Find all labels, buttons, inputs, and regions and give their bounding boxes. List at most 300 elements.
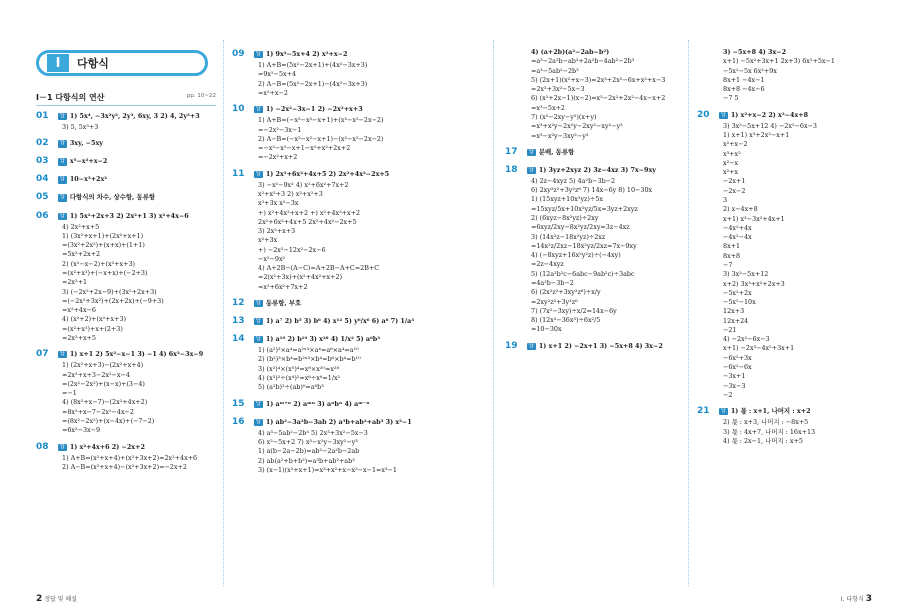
solution-line — [36, 380, 214, 389]
solution-line — [697, 187, 875, 196]
solution-line — [505, 205, 685, 214]
problem-number: 01 — [36, 111, 49, 121]
column-3 — [505, 48, 685, 358]
solution-line — [232, 236, 428, 245]
solution-text: =14x²z/2xz−18x²yz/2xz=7x−9xy — [531, 241, 637, 250]
solution-line — [232, 355, 428, 364]
problem-number: 09 — [232, 49, 245, 59]
solution-text: −6x²−6x — [723, 363, 752, 372]
solution-text: +) x²+4x²+x+2 +) x²+4x²+x+2 — [258, 208, 361, 217]
solution-line — [697, 85, 875, 94]
solution-line — [505, 288, 685, 297]
solution-line — [505, 164, 685, 177]
solution-text: 1) 5x²+2x+3 2) 2x²+1 3) x²+4x−6 — [69, 211, 189, 220]
solution-text: 3) 3x²−5x+12 4) −2x²−6x−3 — [723, 121, 817, 130]
solution-line — [505, 233, 685, 242]
solution-text: 2) 몫 : x+3, 나머지 : −8x+5 — [723, 418, 809, 427]
solution-text: =2z−4xyz — [531, 260, 564, 269]
solution-text: 2) A−B=(5x²−2x+1)−(4x²−3x+3) — [258, 79, 368, 88]
solution-text: −2x−2 — [723, 186, 746, 195]
solution-text: 1) x+1) x³+2x²−x+1 — [723, 131, 790, 140]
solution-text: 1) A+B=(x²+x+4)+(x²+3x+2)=2x²+4x+6 — [62, 453, 198, 462]
solution-line — [232, 48, 428, 61]
solution-text: 1) x²+x−2 2) x²−4x+8 — [730, 110, 809, 119]
solution-line — [697, 344, 875, 353]
solution-text: =−2x²+x+2 — [258, 153, 298, 162]
solution-text: =x³+x²y−2x²y−2xy²−xy²−y³ — [531, 122, 623, 131]
solution-line — [697, 391, 875, 400]
solution-text: 3) (−2x²+2x−9)+(3x²+2x+3) — [62, 287, 157, 296]
solution-line — [232, 273, 428, 282]
solution-text: 4) −2x²−6x−3 — [723, 335, 770, 344]
solution-text: 4) 2x²+x+5 — [62, 222, 100, 231]
solution-line — [505, 270, 685, 279]
solution-line — [505, 76, 685, 85]
solution-text: =6xyz/2xy−8x²yz/2xy=3z−4xz — [531, 223, 630, 232]
problem-number: 11 — [232, 168, 245, 179]
solution-line — [697, 437, 875, 446]
problem-number: 12 — [232, 298, 245, 309]
problem-block — [505, 164, 685, 335]
problem-number: 13 — [232, 316, 245, 327]
solution-line — [232, 153, 428, 162]
answer-tag: 답 — [60, 194, 65, 201]
solution-text: 3) (x−1)(x²+x+1)=x³+x²+x−x²−x−1=x³−1 — [258, 465, 397, 474]
solution-text: =(3x²+2x²)+(x+x)+(1+1) — [62, 241, 145, 250]
solution-line — [697, 94, 875, 103]
solution-line — [36, 454, 214, 463]
footer-left-label: 정답 및 해설 — [44, 596, 77, 603]
solution-line — [505, 340, 685, 353]
solution-text: =x²+x−2 — [258, 88, 288, 97]
solution-line — [232, 89, 428, 98]
answer-tag: 답 — [60, 212, 65, 219]
solution-line — [232, 227, 428, 236]
solution-line — [36, 210, 214, 223]
solution-line — [232, 135, 428, 144]
solution-text: =9x²−5x+4 — [258, 70, 297, 79]
divider-3 — [688, 40, 689, 586]
solution-text: 3 — [723, 195, 728, 204]
problem-number: 03 — [36, 156, 49, 167]
solution-line — [232, 246, 428, 255]
solution-line — [697, 335, 875, 344]
divider-2 — [493, 40, 494, 586]
problem-block — [36, 110, 214, 132]
solution-text: 2) A−B=(−x²−x²−x+1)−(x²−x²−2x−2) — [258, 134, 384, 143]
solution-line — [232, 61, 428, 70]
solution-line — [232, 264, 428, 273]
solution-text: 4) (x²+2)+(x²+x+3) — [62, 315, 127, 324]
solution-text: =a³−2a²b−ab²+2a²b−4ab²−2b³ — [531, 57, 635, 66]
problem-block — [36, 173, 214, 186]
solution-text: −3x−3 — [723, 381, 746, 390]
problem-number: 18 — [505, 164, 518, 175]
solution-text: x²+3x — [258, 236, 278, 245]
solution-text: =2(x²+3x)+(x²+4x²+x+2) — [258, 273, 343, 282]
solution-text: 6) 2xy²z²+3y²z⁶ 7) 14x−6y 8) 10−30x — [531, 186, 653, 195]
solution-line — [232, 297, 428, 310]
solution-line — [505, 67, 685, 76]
problem-block — [697, 48, 875, 104]
problem-number: 17 — [505, 146, 518, 157]
solution-line — [232, 116, 428, 125]
solution-line — [505, 177, 685, 186]
solution-text: 1) (a²)³×a⁴=a²ˣ³×a⁴=a⁶×a⁴=a¹⁰ — [258, 346, 359, 355]
solution-line — [232, 255, 428, 264]
solution-line — [36, 408, 214, 417]
solution-text: 1) a(b−2a−2b)=ab²−2a²b−2ab — [258, 447, 360, 456]
chapter-number: I — [47, 54, 69, 72]
solution-line — [505, 85, 685, 94]
solution-text: 10−x³+2x² — [69, 175, 108, 184]
solution-text: −3x+1 — [723, 372, 746, 381]
problem-block — [36, 155, 214, 168]
solution-line — [232, 374, 428, 383]
solution-line — [36, 260, 214, 269]
problem-block — [505, 340, 685, 353]
solution-text: −4x²+4x — [723, 223, 752, 232]
problem-number: 14 — [232, 334, 245, 345]
problem-number: 04 — [36, 174, 49, 185]
solution-text: 1) A+B=(−x²−x²−x+1)+(x²−x²−2x−2) — [258, 116, 384, 125]
solution-text: x+1) −5x²+3x+1 2x+3) 6x²+5x−1 — [723, 57, 835, 66]
solution-line — [505, 57, 685, 66]
solution-line — [505, 223, 685, 232]
solution-line — [697, 270, 875, 279]
problem-number: 08 — [36, 441, 49, 452]
problem-block — [505, 146, 685, 159]
problem-number: 15 — [232, 398, 245, 409]
problem-block — [36, 348, 214, 435]
solution-text: 1) x+1 2) −2x+1 3) −5x+8 4) 3x−2 — [538, 341, 663, 350]
solution-text: 8) (12x²−36x³)÷6x²/5 — [531, 316, 601, 325]
solution-text: =10−30x — [531, 325, 562, 334]
solution-text: 12x+3 — [723, 307, 745, 316]
solution-text: =2xy²z²+3y²z⁶ — [531, 297, 578, 306]
problem-number: 05 — [36, 192, 49, 203]
solution-line — [697, 57, 875, 66]
solution-line — [505, 214, 685, 223]
solution-text: x+1) x³−3x²+4x+1 — [723, 214, 785, 223]
solution-line — [232, 315, 428, 328]
solution-line — [697, 252, 875, 261]
solution-line — [232, 199, 428, 208]
solution-line — [697, 233, 875, 242]
solution-line — [232, 383, 428, 392]
solution-text: 1) x²+4x+6 2) −2x+2 — [69, 442, 145, 451]
section-title-text: Ⅰ－1 다항식의 연산 — [36, 93, 105, 102]
problem-block — [232, 315, 428, 328]
page-number-left: 2 — [36, 594, 43, 604]
answer-tag: 답 — [60, 140, 65, 147]
answer-tag: 답 — [60, 351, 65, 358]
solution-line — [232, 438, 428, 447]
solution-text: 1) (2x²+x+3)−(2x²+x+4) — [62, 361, 144, 370]
solution-text: =−x²−x²−x+1−x²+x²+2x+2 — [258, 144, 351, 153]
column-1 — [36, 110, 214, 477]
solution-line — [36, 297, 214, 306]
solution-text: 3) (14x²z−18x²yz)÷2xz — [531, 232, 606, 241]
solution-line — [232, 346, 428, 355]
solution-text: 2) x−4x+8 — [723, 205, 758, 214]
solution-line — [36, 137, 214, 150]
solution-text: −6x²+3x — [723, 353, 752, 362]
solution-text: 분배, 동류항 — [538, 147, 575, 156]
answer-tag: 답 — [256, 336, 261, 343]
solution-line — [36, 325, 214, 334]
solution-text: 1) ab²−3a²b−3ab 2) a³b+ab²+ab³ 3) x²−1 — [265, 417, 412, 426]
problem-block — [505, 48, 685, 141]
solution-line — [505, 122, 685, 131]
solution-text: 2) (b²)³×b⁴=b²ˣ³×b⁴=b⁶×b⁴=b¹⁰ — [258, 355, 361, 364]
solution-line — [36, 269, 214, 278]
solution-text: =2x³+3x²−5x−3 — [531, 85, 585, 94]
solution-text: −x²−9x² — [258, 254, 286, 263]
solution-text: 4) (x³)²÷(x⁴)²=x⁶÷x⁸=1/x² — [258, 374, 341, 383]
solution-text: 8x+1 — [723, 242, 741, 251]
solution-text: −2 — [723, 390, 733, 399]
solution-line — [697, 382, 875, 391]
solution-line — [232, 429, 428, 438]
problem-block — [697, 405, 875, 446]
solution-line — [697, 196, 875, 205]
solution-line — [232, 457, 428, 466]
answer-tag: 답 — [60, 113, 65, 119]
problem-block — [36, 137, 214, 150]
solution-text: 2x²+6x²+4x+5 2x²+4x²−2x+5 — [258, 217, 357, 226]
answer-tag: 답 — [256, 106, 261, 113]
solution-text: =(x²+x²)+x+(2+3) — [62, 324, 123, 333]
solution-line — [697, 48, 875, 57]
solution-text: =x³−5x+2 — [531, 103, 565, 112]
divider-1 — [223, 40, 224, 586]
solution-line — [697, 177, 875, 186]
solution-line — [232, 190, 428, 199]
solution-line — [232, 398, 428, 411]
solution-text: 4) (a+2b)(a²−2ab−b²) — [531, 48, 610, 56]
answer-tag: 답 — [60, 176, 65, 183]
solution-line — [232, 103, 428, 116]
problem-block — [232, 398, 428, 411]
solution-text: 3) (x²)⁴×(x⁵)⁴=x⁸×x²⁰=x²⁸ — [258, 364, 340, 373]
solution-line — [697, 109, 875, 122]
solution-text: −7 — [723, 260, 733, 269]
solution-text: =5x²+2x+2 — [62, 250, 101, 259]
solution-text: 3) −x²−9x² 4) x²+6x²+7x+2 — [258, 180, 349, 189]
solution-line — [232, 144, 428, 153]
section-pages: pp. 10~22 — [186, 93, 216, 99]
solution-line — [232, 181, 428, 190]
solution-text: =(8x²−2x²)+(x−4x)+(−7−2) — [62, 416, 155, 425]
solution-text: −5x²+2x — [723, 288, 752, 297]
solution-line — [697, 140, 875, 149]
solution-text: 4) a³−5ab²−2b³ 5) 2x³+3x²−5x−3 — [258, 428, 368, 437]
solution-text: 3) 2x²+x+3 — [258, 227, 296, 236]
solution-line — [697, 159, 875, 168]
solution-text: 4) (−8xyz+16x²y²z)÷(−4xy) — [531, 251, 621, 260]
solution-text: 1) A+B=(5x²−2x+1)+(4x²−3x+3) — [258, 61, 368, 70]
solution-text: =(−2x²+3x²)+(2x+2x)+(−9+3) — [62, 296, 164, 305]
solution-line — [36, 241, 214, 250]
solution-text: 7) (x²−2xy−y²)(x+y) — [531, 112, 597, 121]
solution-line — [505, 94, 685, 103]
solution-text: −21 — [723, 325, 737, 334]
solution-text: 4) 2z−4xyz 5) 4a²b−3b−2 — [531, 176, 616, 185]
solution-text: x+1) −2x³−4x²+3x+1 — [723, 344, 795, 353]
solution-line — [697, 150, 875, 159]
solution-text: x²+x²+3 2) x²+x²+3 — [258, 189, 323, 198]
solution-line — [697, 215, 875, 224]
solution-text: 6) (x²+2x−1)(x−2)=x³−2x²+2x²−4x−x+2 — [531, 94, 666, 103]
answer-tag: 답 — [256, 418, 261, 425]
solution-line — [232, 70, 428, 79]
solution-text: 5) (2x+1)(x²+x−3)=2x³+2x²−6x+x²+x−3 — [531, 75, 666, 84]
problem-number: 21 — [697, 406, 710, 417]
solution-line — [697, 280, 875, 289]
solution-text: =x³−x²y−3xy²−y³ — [531, 131, 589, 140]
problem-number: 02 — [36, 138, 49, 149]
solution-text: 6) x²−5x+2 7) x³−x²y−3xy²−y³ — [258, 437, 358, 446]
answer-tag: 답 — [256, 170, 261, 177]
solution-text: 3) 5, 5x³+3 — [62, 123, 99, 132]
solution-line — [697, 168, 875, 177]
solution-text: x²−x — [723, 158, 739, 167]
solution-line — [505, 186, 685, 195]
solution-text: 1) a¹⁰ 2) b¹⁰ 3) x²⁸ 4) 1/x² 5) a⁶b³ — [265, 335, 381, 344]
solution-line — [36, 173, 214, 186]
section-title — [36, 92, 216, 106]
solution-text: =x²+4x−6 — [62, 306, 96, 315]
solution-line — [697, 405, 875, 418]
problem-block — [232, 297, 428, 310]
solution-line — [505, 279, 685, 288]
problem-block — [232, 333, 428, 392]
solution-text: =6x²−3x−9 — [62, 426, 101, 435]
page-number-right: 3 — [865, 594, 872, 604]
solution-text: 1) 2x²+6x²+4x+5 2) 2x²+4x²−2x+5 — [265, 169, 390, 178]
answer-tag: 답 — [721, 408, 726, 415]
solution-line — [36, 417, 214, 426]
solution-text: 2) A−B=(x²+x+4)−(x²+3x+2)=−2x+2 — [62, 462, 187, 471]
solution-line — [505, 260, 685, 269]
column-2 — [232, 48, 428, 480]
solution-text: 3) 3x²−5x+12 — [723, 270, 769, 279]
solution-line — [36, 191, 214, 204]
answer-tag: 답 — [256, 300, 261, 307]
solution-line — [697, 205, 875, 214]
solution-line — [697, 363, 875, 372]
problem-number: 10 — [232, 104, 245, 115]
solution-text: 동류항, 부호 — [265, 299, 302, 308]
solution-line — [232, 466, 428, 475]
solution-line — [505, 242, 685, 251]
solution-line — [505, 48, 685, 57]
solution-text: 5) (a²b)³÷(ab)⁰=a⁶b³ — [258, 383, 324, 392]
problem-number: 20 — [697, 109, 710, 120]
solution-line — [505, 307, 685, 316]
problem-block — [36, 191, 214, 204]
solution-line — [505, 146, 685, 159]
column-4 — [697, 48, 875, 451]
solution-text: 7) (7x²−3xy)÷x/2=14x−6y — [531, 306, 617, 315]
solution-text: −5x²−5x 6x²+9x — [723, 66, 777, 75]
solution-text: 8x+8 — [723, 251, 741, 260]
solution-line — [232, 168, 428, 181]
solution-line — [697, 242, 875, 251]
solution-text: 8x+1 −4x−1 — [723, 75, 765, 84]
solution-line — [697, 372, 875, 381]
answer-tag: 답 — [529, 342, 534, 349]
solution-line — [697, 418, 875, 427]
solution-text: x²+3x x²−3x — [258, 199, 299, 208]
solution-line — [36, 123, 214, 132]
solution-text: 3) −5x+8 4) 3x−2 — [723, 48, 787, 56]
solution-text: 1) aᵐ⁺ⁿ 2) aᵐⁿ 3) aⁿbⁿ 4) aᵐ⁻ⁿ — [265, 399, 370, 408]
solution-line — [505, 325, 685, 334]
problem-block — [36, 210, 214, 344]
solution-line — [36, 155, 214, 168]
solution-text: 12x+24 — [723, 316, 749, 325]
solution-line — [36, 398, 214, 407]
solution-text: 4) 몫 : 2x−1, 나머지 : x+5 — [723, 436, 803, 445]
solution-line — [36, 426, 214, 435]
solution-line — [697, 307, 875, 316]
solution-line — [697, 317, 875, 326]
solution-text: x²+x−2 — [723, 140, 748, 149]
solution-line — [697, 224, 875, 233]
solution-text: =x²+6x²+7x+2 — [258, 282, 308, 291]
answer-tag: 답 — [529, 148, 534, 155]
solution-line — [505, 195, 685, 204]
chapter-title: 다항식 — [77, 57, 109, 70]
solution-line — [36, 232, 214, 241]
solution-line — [36, 441, 214, 454]
problem-number: 19 — [505, 340, 518, 351]
solution-line — [232, 80, 428, 89]
problem-block — [697, 109, 875, 400]
problem-block — [232, 416, 428, 475]
solution-text: =a³−5ab²−2b³ — [531, 66, 579, 75]
solution-text: 2) (x²−x−2)+(x²+x+3) — [62, 259, 136, 268]
problem-block — [232, 103, 428, 162]
solution-text: =2x²+x+5 — [62, 333, 96, 342]
answer-tag: 답 — [256, 400, 261, 407]
problem-block — [232, 168, 428, 292]
solution-text: 1) (15xyz+10x²yz)÷5x — [531, 195, 603, 204]
solution-line — [232, 126, 428, 135]
solution-text: 1) (3x²+x+1)+(2x²+x+1) — [62, 231, 144, 240]
footer-right — [841, 594, 872, 604]
solution-text: 2) (6xyz−8x²yz)÷2xy — [531, 214, 599, 223]
answer-tag: 답 — [529, 166, 534, 173]
solution-text: x²+x — [723, 168, 739, 177]
solution-text: 2) ab(a²+b+b²)=a³b+ab²+ab³ — [258, 456, 355, 465]
answer-tag: 답 — [60, 158, 65, 165]
solution-line — [697, 354, 875, 363]
solution-text: 1) 3yz+2xyz 2) 3z−4xz 3) 7x−9xy — [538, 165, 657, 174]
solution-text: −7 5 — [723, 94, 739, 103]
solution-text: 1) −2x²−3x−1 2) −2x²+x+3 — [265, 105, 363, 114]
solution-line — [232, 447, 428, 456]
solution-line — [36, 110, 214, 123]
solution-text: 1) 몫 : x+1, 나머지 : x+2 — [730, 407, 811, 416]
solution-line — [697, 428, 875, 437]
solution-text: =−1 — [62, 389, 77, 398]
solution-text: x³+x² — [723, 149, 741, 158]
solution-line — [36, 463, 214, 472]
solution-text: 1) 9x²−5x+4 2) x²+x−2 — [265, 50, 348, 58]
